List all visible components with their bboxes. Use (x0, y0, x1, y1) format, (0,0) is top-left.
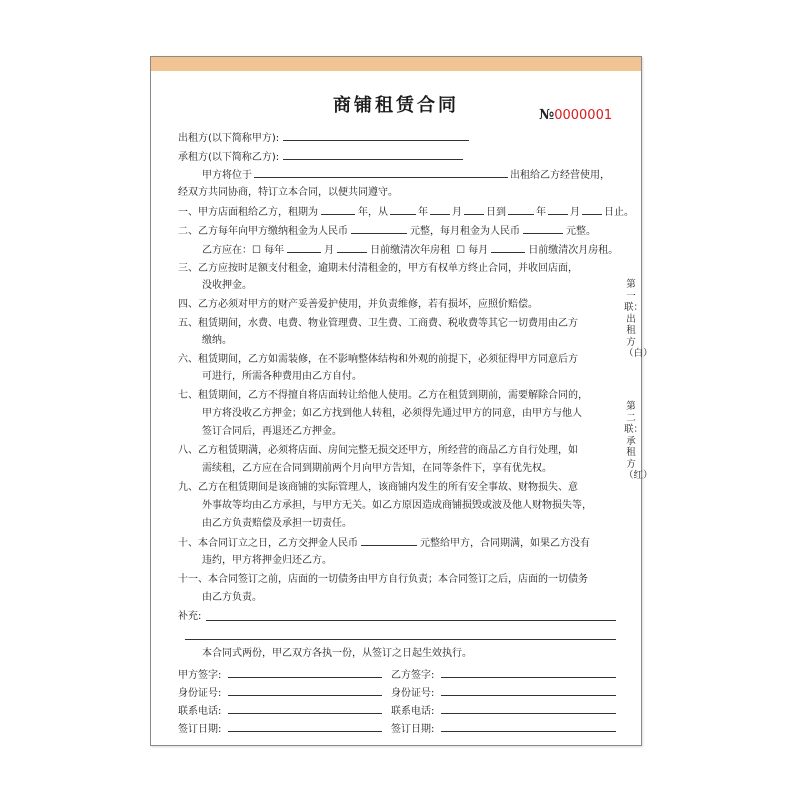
annual-rent-field[interactable] (351, 224, 407, 234)
clause-1-month-2: 月 (570, 207, 580, 218)
party-a-sign-field[interactable] (228, 677, 382, 678)
clause-1-year-2: 年 (536, 207, 546, 218)
clause-10-line-2: 违约，甲方将押金归还乙方。 (202, 555, 332, 566)
top-color-band (151, 57, 641, 71)
clause-11-line-1: 十一、本合同签订之前，店面的一切债务由甲方自行负责；本合同签订之后，店面的一切债务 (178, 574, 588, 585)
clause-2-end: 元整。 (566, 226, 596, 237)
serial-prefix: № (539, 107, 555, 123)
party-a-phone-field[interactable] (228, 713, 382, 714)
party-a-phone-label: 联系电话: (178, 706, 222, 717)
payment-month: 月 (324, 245, 335, 256)
lessee-line (178, 150, 463, 165)
clause-7-line-1: 七、租赁期间，乙方不得擅自将店面转让给他人使用。乙方在租赁到期前，需要解除合同的， (178, 390, 588, 401)
payment-label: 乙方应在： (202, 245, 252, 256)
document-title: 商铺租赁合同 (333, 95, 459, 116)
serial-number (539, 107, 612, 123)
intro-line-2: 经双方共同协商，特订立本合同，以便共同遵守。 (178, 187, 398, 198)
clause-3-line-1: 三、乙方应按时足额支付租金，逾期未付清租金的，甲方有权单方终止合同，并收回店面， (178, 263, 578, 274)
clause-8-line-2: 需续租，乙方应在合同到期前两个月向甲方告知，在同等条件下，享有优先权。 (202, 463, 552, 474)
party-a-sign-label: 甲方签字: (178, 670, 222, 681)
clause-11-line-2: 由乙方负责。 (202, 592, 262, 603)
yearly-month-field[interactable] (287, 243, 321, 253)
clause-10-text-b: 元整给甲方，合同期满，如果乙方没有 (420, 538, 590, 549)
clause-9-line-3: 由乙方负责赔偿及承担一切责任。 (202, 518, 352, 529)
lessor-line (178, 131, 469, 146)
clause-9-line-1: 九、乙方在租赁期间是该商铺的实际管理人，该商铺内发生的所有安全事故、财物损失、意 (178, 482, 578, 493)
side-label-copy-2: 第二联：承租方（红） (624, 401, 653, 481)
party-a-date-field[interactable] (228, 731, 382, 732)
monthly-checkbox[interactable]: ☐ 每月 (456, 245, 489, 256)
clause-1-from: 年，从 (358, 207, 388, 218)
lessee-field[interactable] (283, 150, 463, 160)
lessor-field[interactable] (283, 131, 469, 141)
intro-text-b: 出租给乙方经营使用， (510, 170, 610, 181)
clause-3-line-2: 没收押金。 (202, 280, 252, 291)
party-b-date-field[interactable] (441, 731, 616, 732)
clause-1-year: 年 (418, 207, 428, 218)
party-b-date-label: 签订日期: (391, 724, 435, 735)
clause-2-text: 二、乙方每年向甲方缴纳租金为人民币 (178, 226, 348, 237)
clause-2-monthly: 元整，每月租金为人民币 (410, 226, 520, 237)
clause-7-line-3: 签订合同后，再退还乙方押金。 (202, 426, 342, 437)
end-month-field[interactable] (548, 205, 568, 215)
clause-5-line-2: 缴纳。 (202, 335, 232, 346)
clause-6-line-1: 六、租赁期间，乙方如需装修，在不影响整体结构和外观的前提下，必须征得甲方同意后方 (178, 354, 578, 365)
clause-2 (178, 224, 596, 239)
clause-9-line-2: 外事故等均由乙方承担，与甲方无关。如乙方原因造成商铺损毁或波及他人财物损失等， (202, 500, 592, 511)
clause-1-to: 日到 (486, 207, 506, 218)
party-a-id-label: 身份证号: (178, 688, 222, 699)
contract-sheet (150, 56, 653, 746)
party-b-sign-label: 乙方签字: (391, 670, 435, 681)
party-b-id-field[interactable] (441, 695, 616, 696)
supplement-line-1[interactable] (206, 620, 616, 621)
side-label-copy-1: 第一联：出租方（白） (624, 279, 653, 359)
party-b-phone-label: 联系电话: (391, 706, 435, 717)
intro-text-a: 甲方将位于 (202, 170, 252, 181)
property-address-field[interactable] (254, 168, 508, 178)
supplement-label: 补充: (178, 611, 202, 622)
yearly-checkbox[interactable]: ☐ 每年 (252, 245, 285, 256)
clause-10-text: 十、本合同订立之日，乙方交押金人民币 (178, 538, 358, 549)
clause-2-payment (202, 243, 618, 258)
lessee-label: 承租方(以下简称乙方): (178, 152, 280, 163)
party-b-id-label: 身份证号: (391, 688, 435, 699)
party-a-id-field[interactable] (228, 695, 382, 696)
monthly-rent-field[interactable] (523, 224, 563, 234)
end-year-field[interactable] (508, 205, 534, 215)
clause-5-line-1: 五、租赁期间，水费、电费、物业管理费、卫生费、工商费、税收费等其它一切费用由乙方 (178, 318, 578, 329)
yearly-day-field[interactable] (337, 243, 367, 253)
serial-value: 0000001 (554, 108, 613, 123)
start-year-field[interactable] (390, 205, 416, 215)
monthly-day-field[interactable] (491, 243, 525, 253)
clause-1 (178, 205, 634, 220)
clause-1-text: 一、甲方店面租给乙方，租期为 (178, 207, 318, 218)
closing-statement: 本合同式两份，甲乙双方各执一份，从签订之日起生效执行。 (202, 648, 472, 659)
clause-6-line-2: 可进行，所需各种费用由乙方自付。 (202, 371, 362, 382)
deposit-amount-field[interactable] (361, 536, 417, 546)
start-day-field[interactable] (464, 205, 484, 215)
lessor-label: 出租方(以下简称甲方): (178, 133, 280, 144)
party-a-date-label: 签订日期: (178, 724, 222, 735)
clause-10-line-1 (178, 536, 590, 551)
start-month-field[interactable] (430, 205, 450, 215)
party-b-phone-field[interactable] (441, 713, 616, 714)
party-b-sign-field[interactable] (441, 677, 616, 678)
clause-1-end: 日止。 (604, 207, 634, 218)
intro-line (202, 168, 610, 183)
clause-8-line-1: 八、乙方租赁期满，必须将店面、房间完整无损交还甲方，所经营的商品乙方自行处理，如 (178, 445, 578, 456)
yearly-text: 日前缴清次年房租 (370, 245, 451, 256)
clause-4: 四、乙方必须对甲方的财产妥善爱护使用，并负责维修，若有损坏，应照价赔偿。 (178, 299, 538, 310)
clause-7-line-2: 甲方将没收乙方押金；如乙方找到他人转租，必须得先通过甲方的同意，由甲方与他人 (202, 408, 582, 419)
term-years-field[interactable] (321, 205, 355, 215)
monthly-text: 日前缴清次月房租。 (528, 245, 619, 256)
clause-1-month: 月 (452, 207, 462, 218)
supplement-line-2[interactable] (185, 639, 616, 640)
end-day-field[interactable] (582, 205, 602, 215)
